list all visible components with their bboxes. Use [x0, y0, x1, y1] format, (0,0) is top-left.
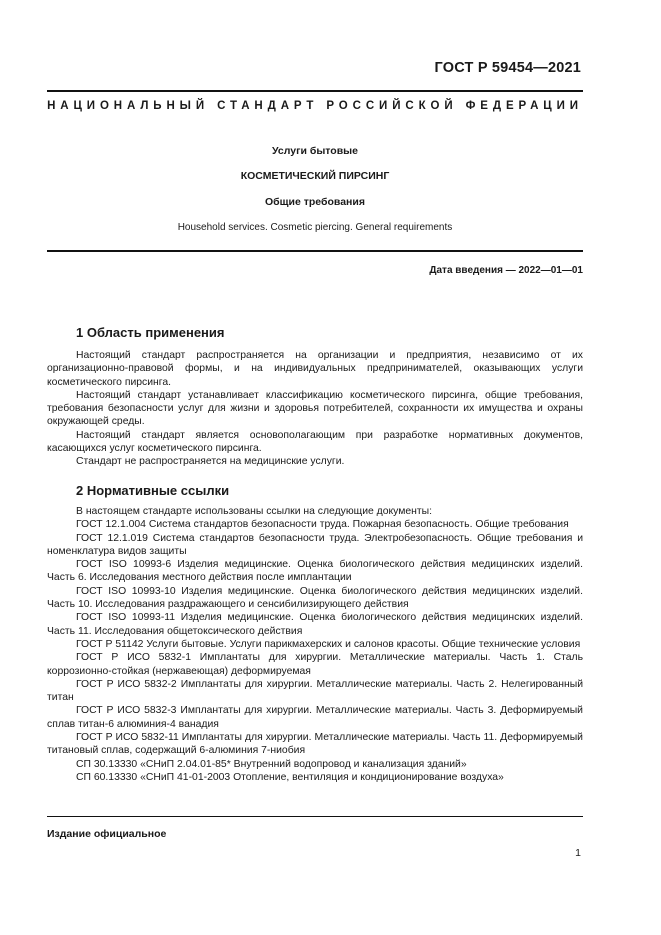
reference-item: СП 30.13330 «СНиП 2.04.01-85* Внутренний водопровод и канализация зданий» [76, 758, 467, 770]
standard-title: КОСМЕТИЧЕСКИЙ ПИРСИНГ [240, 170, 390, 182]
document-number: ГОСТ Р 59454—2021 [434, 60, 581, 76]
paragraph: Настоящий стандарт является основополагающим при разработке нормативных документов, касающихся услуг косметического пирсинга. [47, 429, 583, 455]
section-2-heading: 2 Нормативные ссылки [76, 483, 230, 498]
paragraph: Стандарт не распространяется на медицинские услуги. [76, 456, 345, 468]
page-number: 1 [575, 847, 581, 859]
reference-item: ГОСТ 12.1.004 Система стандартов безопасности труда. Пожарная безопасность. Общие требования [76, 519, 569, 531]
paragraph: В настоящем стандарте использованы ссылки на следующие документы: [76, 506, 433, 517]
standard-subtitle-2: Общие требования [265, 196, 365, 208]
introduction-date: Дата введения — 2022—01—01 [429, 265, 583, 276]
reference-item: ГОСТ ISO 10993-11 Изделия медицинские. Оценка биологического действия медицинских изделий. Часть 11. Исследования общетоксического действия [47, 612, 583, 637]
reference-item: ГОСТ Р ИСО 5832-2 Имплантаты для хирургии. Металлические материалы. Часть 2. Нелегированный титан [47, 678, 583, 704]
english-title: Household services. Cosmetic piercing. General requirements [177, 222, 453, 233]
reference-item: ГОСТ Р ИСО 5832-11 Имплантаты для хирургии. Металлические материалы. Часть 11. Деформируемый титановый сплав, содержащий 6-алюминия 7-ниобия [47, 732, 583, 757]
title-block-rule [47, 250, 583, 252]
reference-item: СП 60.13330 «СНиП 41-01-2003 Отопление, вентиляция и кондиционирование воздуха» [76, 771, 504, 783]
national-standard-heading: НАЦИОНАЛЬНЫЙ СТАНДАРТ РОССИЙСКОЙ ФЕДЕРАЦИИ [47, 100, 583, 112]
footer-rule [47, 816, 583, 817]
standard-subtitle: Услуги бытовые [272, 145, 358, 157]
top-rule [47, 90, 583, 92]
section-2-body [47, 505, 583, 784]
reference-item: ГОСТ 12.1.019 Система стандартов безопасности труда. Электробезопасность. Общие требования и номенклатура видов защиты [47, 532, 583, 557]
section-1-heading: 1 Область применения [76, 325, 225, 340]
paragraph: Настоящий стандарт устанавливает классификацию косметического пирсинга, общие требования, требования безопасности услуг для жизни и здоровья потребителей, сохранности их имущества и охраны окружающей среды. [47, 389, 583, 428]
paragraph: Настоящий стандарт распространяется на организации и предприятия, независимо от их организационно-правовой формы, и на индивидуальных предпринимателей, оказывающих услуги косметического пирсинга. [47, 350, 583, 388]
reference-item: ГОСТ Р ИСО 5832-3 Имплантаты для хирургии. Металлические материалы. Часть 3. Деформируемый сплав титан-6 алюминия-4 ванадия [47, 705, 583, 730]
section-1-body [47, 349, 583, 469]
reference-item: ГОСТ ISO 10993-6 Изделия медицинские. Оценка биологического действия медицинских изделий. Часть 6. Исследования местного действия после имплантации [47, 559, 583, 584]
reference-item: ГОСТ Р ИСО 5832-1 Имплантаты для хирургии. Металлические материалы. Часть 1. Сталь коррозионно-стойкая (нержавеющая) деформируемая [47, 652, 583, 677]
reference-item: ГОСТ ISO 10993-10 Изделия медицинские. Оценка биологического действия медицинских изделий. Часть 10. Исследования раздражающего и сенсибилизирующего действия [47, 585, 583, 611]
official-edition-label: Издание официальное [47, 828, 167, 840]
reference-item: ГОСТ Р 51142 Услуги бытовые. Услуги парикмахерских и салонов красоты. Общие технические условия [76, 638, 581, 650]
